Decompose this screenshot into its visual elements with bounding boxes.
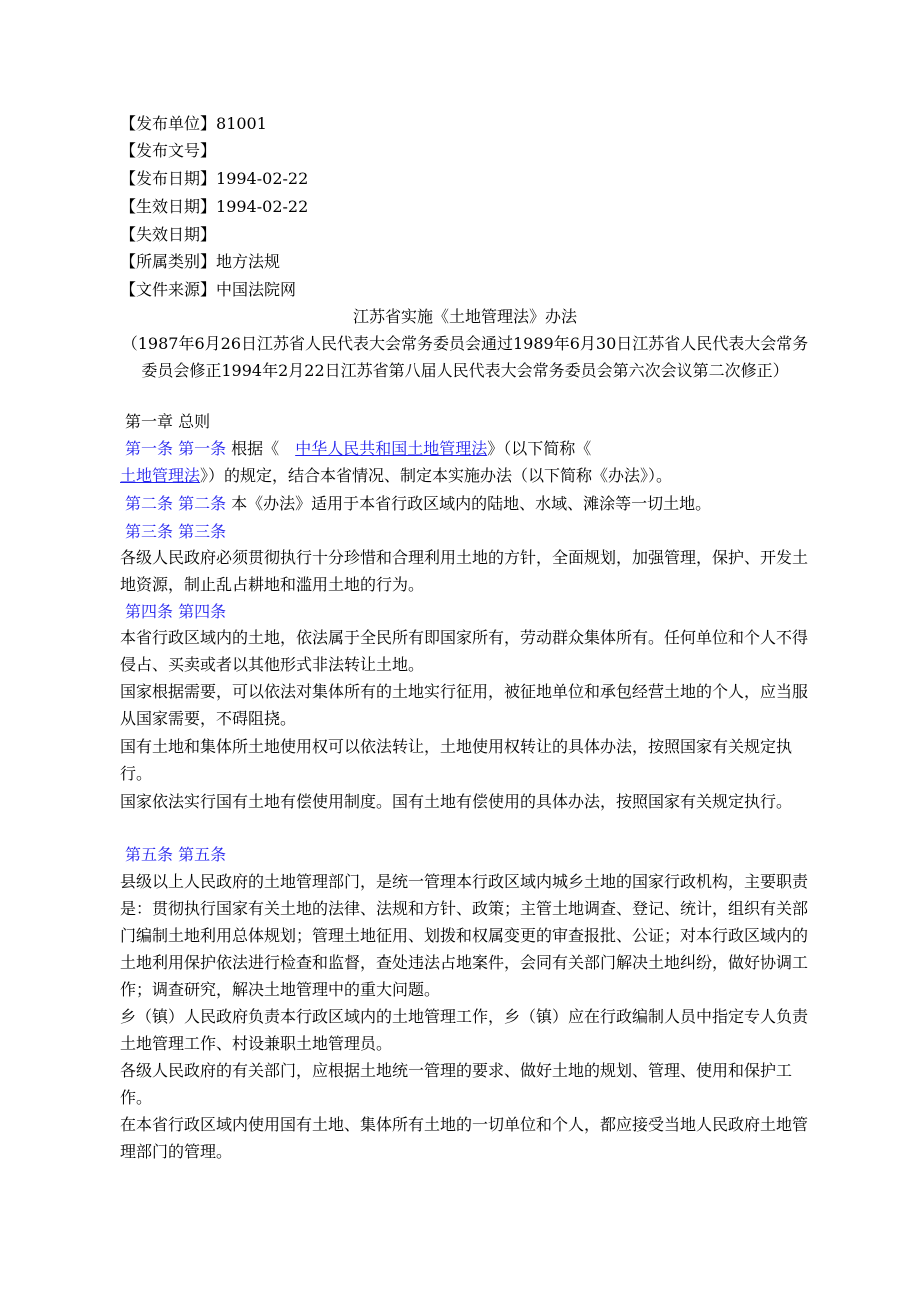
- article-3-label: 第三条 第三条: [125, 522, 227, 541]
- article-5-paragraph: 在本省行政区域内使用国有土地、集体所有土地的一切单位和个人，都应接受当地人民政府土地管理部门的管理。: [120, 1115, 809, 1161]
- meta-value: 1994-02-22: [216, 169, 309, 188]
- meta-publish-date: [120, 169, 308, 189]
- article-4-paragraph: 国家依法实行国有土地有偿使用制度。国有土地有偿使用的具体办法，按照国家有关规定执行。: [120, 792, 793, 811]
- article-1: [120, 435, 810, 489]
- article-3-text: 各级人民政府必须贯彻执行十分珍惜和合理利用土地的方针，全面规划，加强管理，保护、开发土地资源，制止乱占耕地和滥用土地的行为。: [120, 548, 809, 594]
- meta-source: [120, 280, 296, 300]
- meta-issuer: [120, 114, 267, 134]
- article-2: [120, 490, 810, 517]
- article-4-paragraph: 国有土地和集体所土地使用权可以依法转让，土地使用权转让的具体办法，按照国家有关规定执行。: [120, 737, 793, 783]
- article-1-text: 》（以下简称《: [487, 439, 592, 458]
- meta-label: 【失效日期】: [120, 225, 217, 244]
- meta-label: 【发布单位】: [120, 114, 217, 133]
- meta-label: 【文件来源】: [120, 280, 217, 299]
- article-5-paragraph: 县级以上人民政府的土地管理部门，是统一管理本行政区域内城乡土地的国家行政机构，主要职责是：贯彻执行国家有关土地的法律、法规和方针、政策；主管土地调查、登记、统计，组织有关部门编制土地利用总体规划；管理土地征用、划拨和权属变更的审查报批、公证；对本行政区域内的土地利用保护依法进行检查和监督，查处违法占地案件，会同有关部门解决土地纠纷，做好协调工作；调查研究，解决土地管理中的重大问题。: [120, 872, 809, 999]
- meta-value: 81001: [216, 114, 267, 133]
- article-5-label: 第五条 第五条: [125, 845, 227, 864]
- meta-label: 【发布日期】: [120, 169, 217, 188]
- meta-doc-no: [120, 141, 216, 161]
- law-short-link[interactable]: 土地管理法: [120, 466, 201, 485]
- article-2-text: 本《办法》适用于本省行政区域内的陆地、水域、滩涂等一切土地。: [226, 494, 712, 513]
- meta-category: [120, 252, 280, 272]
- meta-value: 中国法院网: [216, 280, 297, 299]
- article-4-paragraph: 国家根据需要，可以依法对集体所有的土地实行征用，被征地单位和承包经营土地的个人，应当服从国家需要，不碍阻挠。: [120, 682, 809, 728]
- article-1-text: 根据《: [226, 439, 296, 458]
- meta-effective-date: [120, 197, 308, 217]
- article-1-label: 第一条 第一条: [125, 439, 227, 458]
- document-title: 江苏省实施《土地管理法》办法: [352, 307, 577, 326]
- article-1-text: 》）的规定，结合本省情况、制定本实施办法（以下简称《办法》）。: [200, 466, 673, 485]
- document-subtitle: （1987年6月26日江苏省人民代表大会常务委员会通过1989年6月30日江苏省人民代表大会常务委员会修正1994年2月22日江苏省第八届人民代表大会常务委员会第六次会议第二次修正）: [121, 334, 809, 380]
- meta-expiry-date: [120, 225, 216, 245]
- article-4-label: 第四条 第四条: [125, 602, 227, 621]
- meta-value: 1994-02-22: [216, 197, 309, 216]
- meta-label: 【发布文号】: [120, 141, 217, 160]
- meta-label: 【所属类别】: [120, 252, 217, 271]
- article-5-paragraph: 各级人民政府的有关部门，应根据土地统一管理的要求、做好土地的规划、管理、使用和保护工作。: [120, 1061, 793, 1107]
- article-5-paragraph: 乡（镇）人民政府负责本行政区域内的土地管理工作，乡（镇）应在行政编制人员中指定专人负责土地管理工作、村设兼职土地管理员。: [120, 1007, 809, 1053]
- article-2-label: 第二条 第二条: [125, 494, 227, 513]
- meta-value: 地方法规: [216, 252, 281, 271]
- law-link[interactable]: 中华人民共和国土地管理法: [295, 439, 488, 458]
- article-4-paragraph: 本省行政区域内的土地，依法属于全民所有即国家所有，劳动群众集体所有。任何单位和个人不得侵占、买卖或者以其他形式非法转让土地。: [120, 628, 809, 674]
- meta-label: 【生效日期】: [120, 197, 217, 216]
- chapter-heading: 第一章 总则: [125, 412, 211, 431]
